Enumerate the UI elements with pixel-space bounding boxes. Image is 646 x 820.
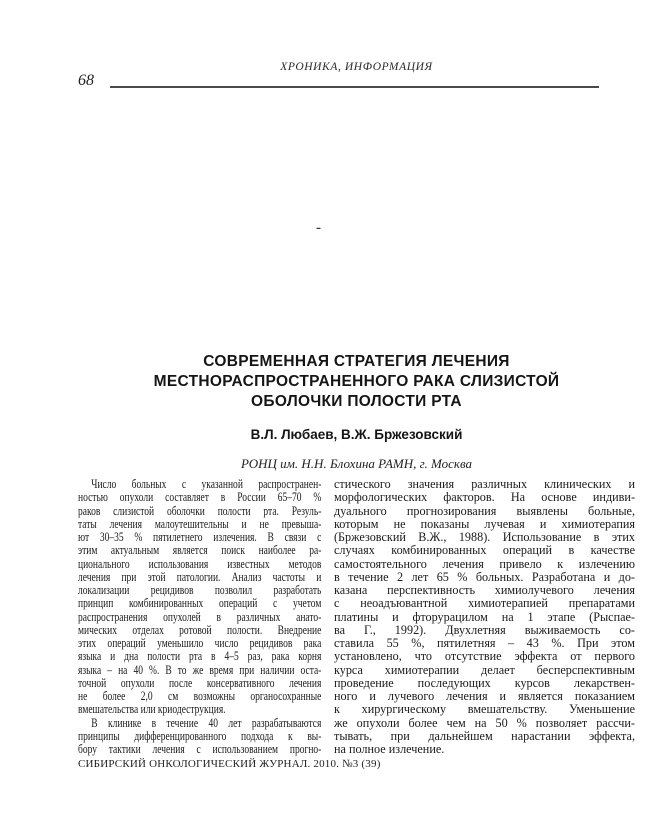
text-line: принцип комбинированных операций с учетом <box>78 597 322 611</box>
page-number: 68 <box>78 72 94 89</box>
text-line: языка и дна полости рта в 4–5 раз, рака корня <box>78 650 322 664</box>
journal-footline: СИБИРСКИЙ ОНКОЛОГИЧЕСКИЙ ЖУРНАЛ. 2010. №3 (39) <box>78 758 381 770</box>
text-line: этим актуальным является поиск наиболее ра- <box>78 544 322 558</box>
article-authors: В.Л. Любаев, В.Ж. Бржезовский <box>250 427 463 442</box>
article-body <box>78 478 635 758</box>
text-line: курса химиотерапии делает бесперспективным <box>334 663 635 677</box>
text-line: (Бржезовский В.Ж., 1988). Использование в этих <box>334 531 635 544</box>
article-title-line: СОВРЕМЕННАЯ СТРАТЕГИЯ ЛЕЧЕНИЯ <box>203 353 510 370</box>
text-line: в течение 2 лет 65 % больных. Разработана и до- <box>334 570 635 584</box>
text-line: казана перспективность химиолучевого лечения <box>334 584 635 597</box>
text-line: к хирургическому вмешательству. Уменьшение <box>334 703 635 717</box>
text-line: вмешательства или криодеструкция. <box>78 703 226 717</box>
text-line: этих операций уменьшило число рецидивов рака <box>78 637 322 650</box>
text-line: проведение последующих курсов лекарствен- <box>334 676 635 690</box>
text-line: раков слизистой оболочки полости рта. Резуль- <box>78 504 322 518</box>
text-line: ва Г., 1992). Двухлетняя выживаемость со- <box>334 623 635 637</box>
text-line: Число больных с указанной распространен- <box>91 478 322 491</box>
text-line: таты лечения малоутешительны и не превыша- <box>78 517 322 531</box>
text-column-right <box>334 478 635 756</box>
text-line: дуального прогнозирования выявлены больные, <box>334 504 635 518</box>
text-line: распространения опухолей в различных анато- <box>78 610 322 624</box>
text-line: платины и фторурацилом на 1 этапе (Рыспае- <box>334 610 635 624</box>
article-title-line: ОБОЛОЧКИ ПОЛОСТИ РТА <box>251 393 462 410</box>
text-line: ционального использования известных методов <box>78 557 322 571</box>
article-affiliation: РОНЦ им. Н.Н. Блохина РАМН, г. Москва <box>240 456 473 471</box>
header-rule <box>110 86 599 88</box>
text-line: точной опухоли после консервативного лечения <box>78 676 322 690</box>
text-line: лечения при этой патологии. Анализ частоты и <box>78 570 322 584</box>
text-line: не более 2,0 см возможны органосохранные <box>78 690 322 703</box>
text-line: установлено, что отсутствие эффекта от первого <box>334 650 635 664</box>
text-line: бору тактики лечения с использованием прогно- <box>78 743 322 756</box>
text-line: которым не показаны лучевая и химиотерапия <box>334 517 635 531</box>
text-line: морфологических факторов. На основе индиви- <box>334 491 635 505</box>
text-line: на полное излечение. <box>334 743 445 756</box>
text-line: с неоадъювантной химиотерапией препаратами <box>334 597 635 611</box>
text-column-left <box>78 478 321 756</box>
text-line: же опухоли более чем на 50 % позволяет рассчи- <box>334 716 635 730</box>
text-line: принципы дифференцированного подхода к вы- <box>78 729 322 743</box>
article-title-line: МЕСТНОРАСПРОСТРАНЕННОГО РАКА СЛИЗИСТОЙ <box>153 373 560 390</box>
running-head: ХРОНИКА, ИНФОРМАЦИЯ <box>280 61 433 73</box>
text-line: В клинике в течение 40 лет разрабатываются <box>91 716 322 730</box>
article-header <box>78 352 635 472</box>
text-line: самостоятельного лечения привело к излечению <box>334 557 635 571</box>
text-line: случаях комбинированных операций в качестве <box>334 544 635 558</box>
text-line: мических отделах ротовой полости. Внедрение <box>78 623 322 637</box>
text-line: ностью опухоли составляет в России 65–70 % <box>78 491 322 505</box>
text-line: языка – на 40 %. В то же время при наличии оста- <box>78 663 322 677</box>
scan-artifact-dash: - <box>316 220 321 236</box>
text-line: тывать, при дальнейшем нарастании эффекта, <box>334 729 635 743</box>
text-line: стического значения различных клинических и <box>334 478 635 491</box>
text-line: ставила 55 %, пятилетняя – 43 %. При этом <box>334 637 635 650</box>
text-line: ют 30–35 % пятилетнего излечения. В связи с <box>78 531 322 544</box>
text-line: локализации рецидивов позволил разработать <box>78 584 322 597</box>
text-line: ного и лучевого лечения и является показанием <box>334 690 635 703</box>
